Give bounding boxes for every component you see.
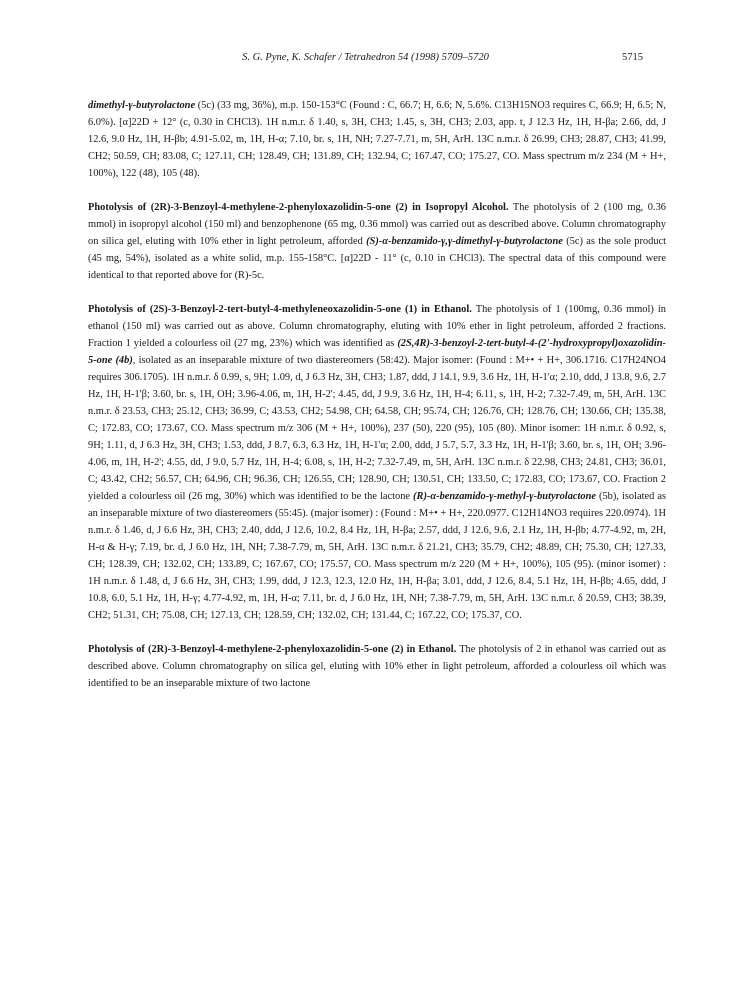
- body-text-run: (5b), isolated as an inseparable mixture of two diastereomers (55:45). (major isomer) : (Found : M+• + H+, 220.0977. C12H14NO3 requires 220.0974). 1H n.m.r. δ 1.46, d, J 6.6 Hz, 3H, CH3; 2.40, ddd, J 12.6, 10.2, 8.4 Hz, 1H, H-βa; 2.57, ddd, J 12.6, 9.6, 2.1 Hz, 1H, H-βb; 4.77-4.92, m, 2H, H-α & H-γ; 7.19, br. d, J 6.0 Hz, 1H, NH; 7.38-7.79, m, 5H, ArH. 13C n.m.r. δ 21.21, CH3; 35.79, CH2; 48.89, CH; 75.30, CH; 127.33, CH; 128.39, CH; 132.02, CH; 133.89, C; 167.67, CO; 175.57, CO. Mass spectrum m/z 220 (M + H+, 100%), 105 (95). (minor isomer) : 1H n.m.r. δ 1.48, d, J 6.6 Hz, 3H, CH3; 1.99, ddd, J 12.3, 12.3, 12.0 Hz, 1H, H-βa; 3.01, ddd, J 12.6, 8.4, 5.1 Hz, 1H, H-βb; 4.65, ddd, J 10.8, 6.0, 5.1 Hz, 1H, H-γ; 4.77-4.92, m, 1H, H-α; 7.11, br. d, J 6.0 Hz, 1H, NH; 7.38-7.79, m, 5H, ArH. 13C n.m.r. δ 20.59, CH3; 38.39, CH2; 51.31, CH; 75.08, CH; 127.13, CH; 128.59, CH; 132.02, CH; 131.44, C; 167.22, CO; 175.37, CO.: [88, 491, 666, 621]
- page-number: 5715: [622, 52, 643, 63]
- body-text-run: (5c) as the sole product (45 mg, 54%), isolated as a white solid, m.p. 155-158°C. [α]22D - 11° (c, 0.10 in CHCl3). The spectral data of this compound were identical to that reported above for (R)-5c.: [88, 236, 667, 281]
- body-text-run: (5c) (33 mg, 36%), m.p. 150-153°C (Found : C, 66.7; H, 6.6; N, 5.6%. C13H15NO3 requires C, 66.9; H, 6.5; N, 6.0%). [α]22D + 12° (c, 0.30 in CHCl3). 1H n.m.r. δ 1.40, s, 3H, CH3; 1.45, s, 3H, CH3; 2.03, app. t, J 12.3 Hz, 1H, H-βa; 2.66, dd, J 12.6, 9.0 Hz, 1H, H-βb; 4.91-5.02, m, 1H, H-α; 7.10, br. s, 1H, NH; 7.27-7.71, m, 5H, ArH. 13C n.m.r. δ 26.99, CH3; 28.87, CH3; 41.99, CH2; 50.59, CH; 83.08, C; 127.11, CH; 128.49, CH; 131.89, CH; 132.94, C; 167.47, CO; 175.27, CO. Mass spectrum m/z 234 (M + H+, 100%), 122 (48), 105 (48).: [88, 100, 666, 179]
- paragraph: [88, 199, 666, 284]
- compound-name: dimethyl-γ-butyrolactone: [88, 100, 196, 111]
- body-text-run: The photolysis of 2 (100 mg, 0.36 mmol) in isopropyl alcohol (150 ml) and benzophenone (65 mg, 0.36 mmol) was carried out as described above. Column chromatography on silica gel, eluting with 10% ether in light petroleum, afforded: [88, 202, 666, 247]
- body-text: [88, 97, 666, 709]
- compound-name: (S)-α-benzamido-γ,γ-dimethyl-γ-butyrolactone: [366, 236, 563, 247]
- section-heading: Photolysis of (2S)-3-Benzoyl-2-tert-butyl-4-methyleneoxazolidin-5-one (1) in Ethanol.: [88, 304, 472, 315]
- compound-name: (R)-α-benzamido-γ-methyl-γ-butyrolactone: [413, 491, 596, 502]
- compound-name: (2S,4R)-3-benzoyl-2-tert-butyl-4-(2'-hydroxypropyl)oxazolidin-5-one (4b): [88, 338, 666, 366]
- body-text-run: , isolated as an inseparable mixture of two diastereomers (58:42). Major isomer: (Found : M+• + H+, 306.1716. C17H24NO4 requires 306.1705). 1H n.m.r. δ 0.99, s, 9H; 1.09, d, J 6.3 Hz, 3H, CH3; 1.87, ddd, J 14.1, 9.9, 3.6 Hz, 1H, H-1'α; 2.10, ddd, J 13.8, 9.6, 2.7 Hz, 1H, H-1'β; 3.60, br. s, 1H, OH; 3.96-4.06, m, 1H, H-2'; 4.45, dd, J 9.9, 3.6 Hz, 1H, H-4; 6.11, s, 1H, H-2; 7.32-7.49, m, 5H, ArH. 13C n.m.r. δ 23.53, CH3; 25.12, CH3; 36.99, C; 43.53, CH2; 54.98, CH; 64.58, CH; 95.74, CH; 126.76, CH; 128.76, CH; 130.66, CH; 135.38, C; 172.83, CO; 173.67, CO. Mass spectrum m/z 306 (M + H+, 100%), 237 (50), 220 (95), 105 (80). Minor isomer: 1H n.m.r. δ 0.92, s, 9H; 1.11, d, J 6.3 Hz, 3H, CH3; 1.53, ddd, J 8.7, 6.3, 6.3 Hz, 1H, H-1'α; 2.00, ddd, J 5.7, 5.7, 3.3 Hz, 1H, H-1'β; 3.60, br. s, 1H, OH; 3.96-4.06, m, 1H, H-2'; 4.55, dd, J 9.0, 5.7 Hz, 1H, H-4; 6.08, s, 1H, H-2; 7.32-7.49, m, 5H, ArH. 13C n.m.r. δ 22.98, CH3; 24.81, CH3; 36.01, C; 43.42, CH2; 56.57, CH; 64.96, CH; 96.36, CH; 126.55, CH; 128.90, CH; 130.51, CH; 133.50, C; 172.83, CO; 173.67, CO. Fraction 2 yielded a colourless oil (26 mg, 30%) which was identified to be the lactone: [88, 355, 666, 502]
- paragraph: [88, 301, 666, 624]
- body-text-run: The photolysis of 2 in ethanol was carried out as described above. Column chromatography on silica gel, eluting with 10% ether in light petroleum, afforded a colourless oil which was identified to be an inseparable mixture of two lactone: [88, 644, 666, 689]
- paragraph: [88, 97, 666, 182]
- section-heading: Photolysis of (2R)-3-Benzoyl-4-methylene-2-phenyloxazolidin-5-one (2) in Ethanol.: [88, 644, 457, 655]
- body-text-run: The photolysis of 1 (100mg, 0.36 mmol) in ethanol (150 ml) was carried out as above. Column chromatography, eluting with 10% ether in light petroleum, afforded 2 fractions. Fraction 1 yielded a colourless oil (27 mg, 23%) which was identified as: [88, 304, 667, 349]
- running-head: [0, 52, 731, 70]
- running-title: S. G. Pyne, K. Schafer / Tetrahedron 54 (1998) 5709–5720: [242, 52, 489, 63]
- section-heading: Photolysis of (2R)-3-Benzoyl-4-methylene-2-phenyloxazolidin-5-one (2) in Isopropyl Alcohol.: [88, 202, 509, 213]
- paragraph: [88, 641, 666, 692]
